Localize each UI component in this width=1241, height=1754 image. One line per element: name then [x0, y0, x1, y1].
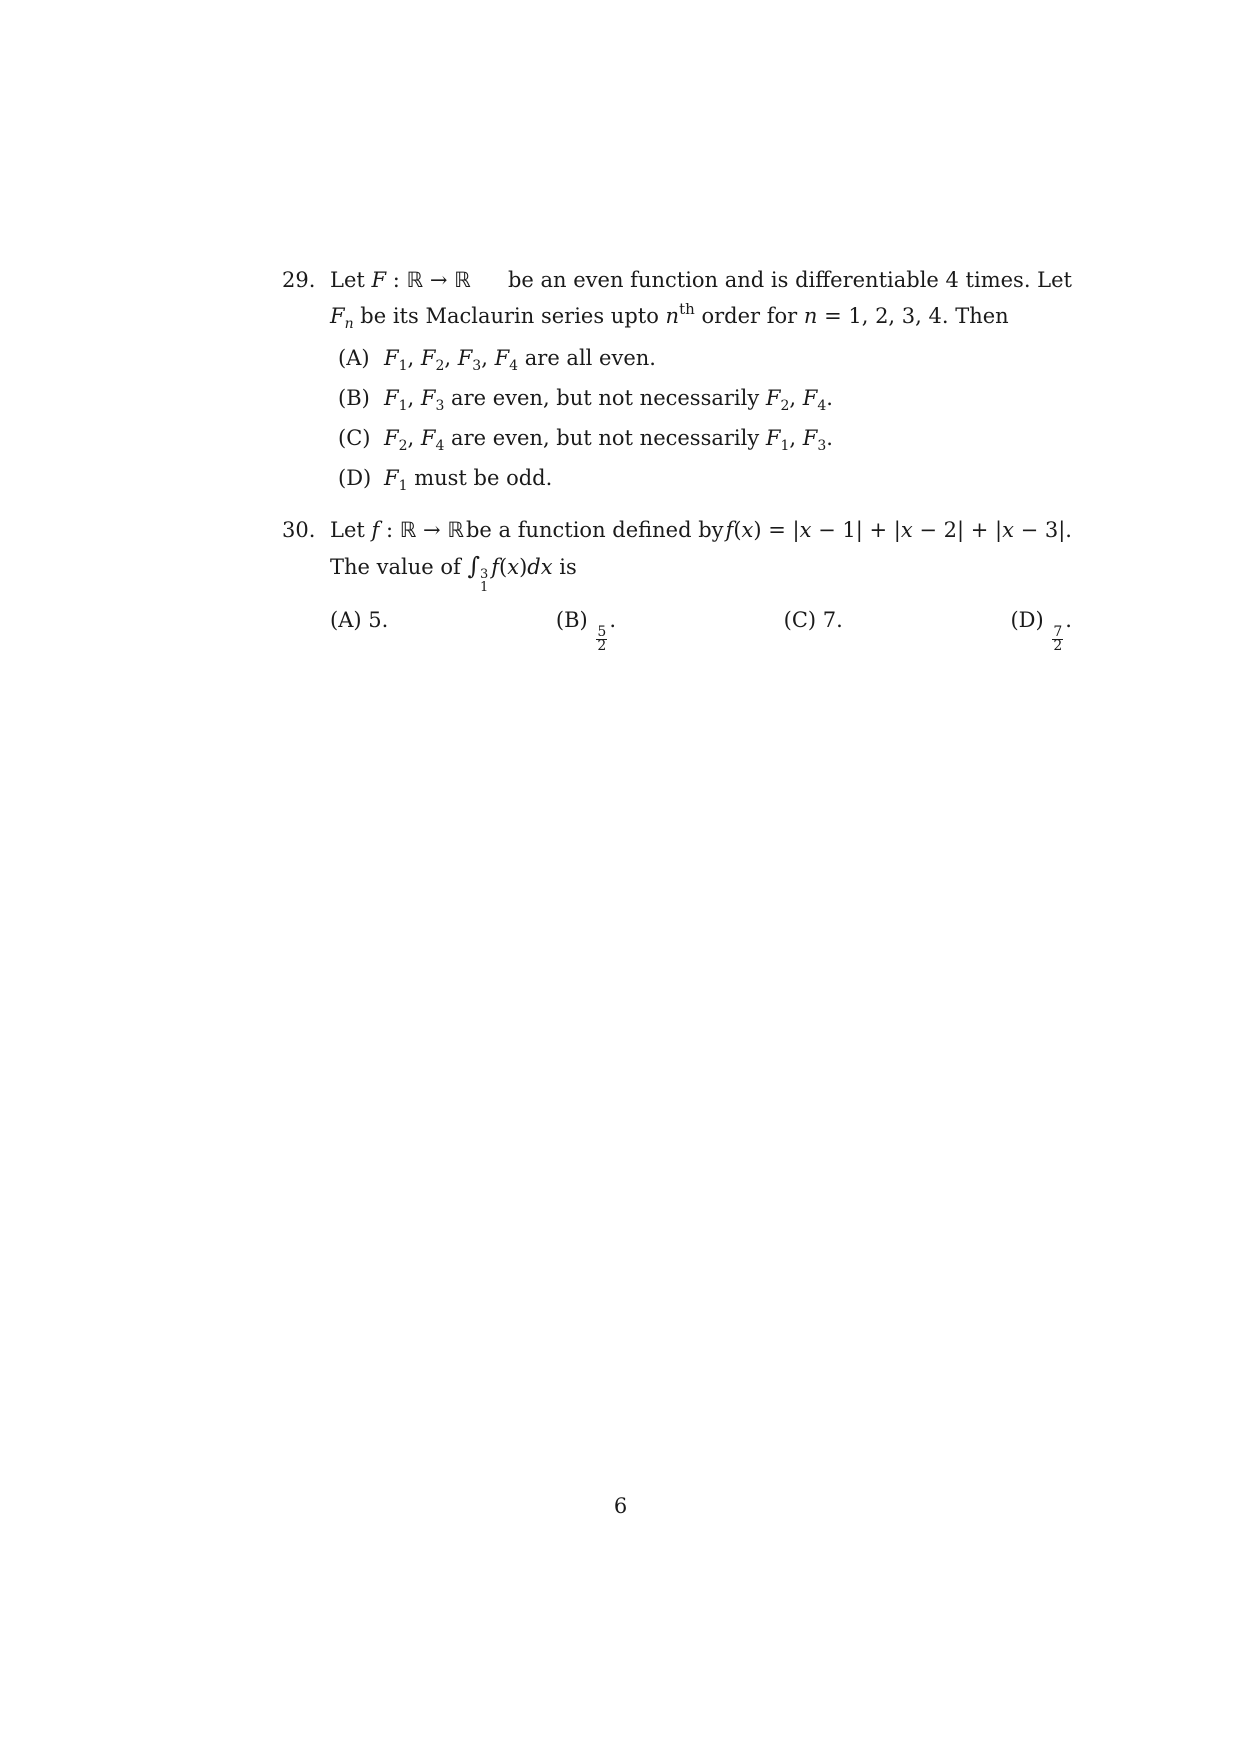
integral-sign: ∫ — [467, 552, 480, 580]
answer-option-d[interactable]: (D) $F_1$ must be odd. — [338, 466, 553, 494]
question-number: 29. — [282, 268, 316, 292]
answer-option-a[interactable]: (A) 5. — [330, 608, 389, 632]
page-number: 6 — [613, 1494, 628, 1518]
answer-option-b[interactable]: (B) $F_1$, $F_3$ are even, but not necessarily $F_2$, $F_4$. — [338, 386, 833, 414]
integral-limits: 3 1 — [479, 567, 489, 595]
question-text-line: $F_n$ be its Maclaurin series upto $n^{th}$ order for n = 1, 2, 3, 4. Then — [330, 300, 1009, 332]
fraction: $\frac{5}{2}$ — [597, 624, 607, 654]
answer-option-b[interactable]: (B) $\frac{5}{2}$ . — [555, 608, 617, 654]
question-30 — [282, 512, 1072, 654]
question-text-line: Let f : ℝ → ℝ be a function defined by f(x) = |x − 1| + |x − 2| + |x − 3|. — [330, 518, 1072, 542]
question-text-line: Let F : ℝ → ℝ be an even function and is differentiable 4 times. Let — [330, 268, 1072, 292]
question-text-line: The value of ∫ 3 1 f(x)dx is — [330, 552, 577, 595]
answer-option-d[interactable]: (D) $\frac{7}{2}$ . — [1010, 608, 1072, 654]
question-29 — [282, 262, 1072, 496]
answer-option-c[interactable]: (C) $F_2$, $F_4$ are even, but not necessarily $F_1$, $F_3$. — [338, 426, 833, 454]
question-number: 30. — [282, 518, 316, 542]
answer-option-a[interactable]: (A) $F_1$, $F_2$, $F_3$, $F_4$ are all even. — [338, 346, 656, 374]
answer-options — [330, 602, 1072, 653]
fraction: $\frac{7}{2}$ — [1053, 624, 1063, 654]
answer-option-c[interactable]: (C) 7. — [783, 608, 843, 632]
